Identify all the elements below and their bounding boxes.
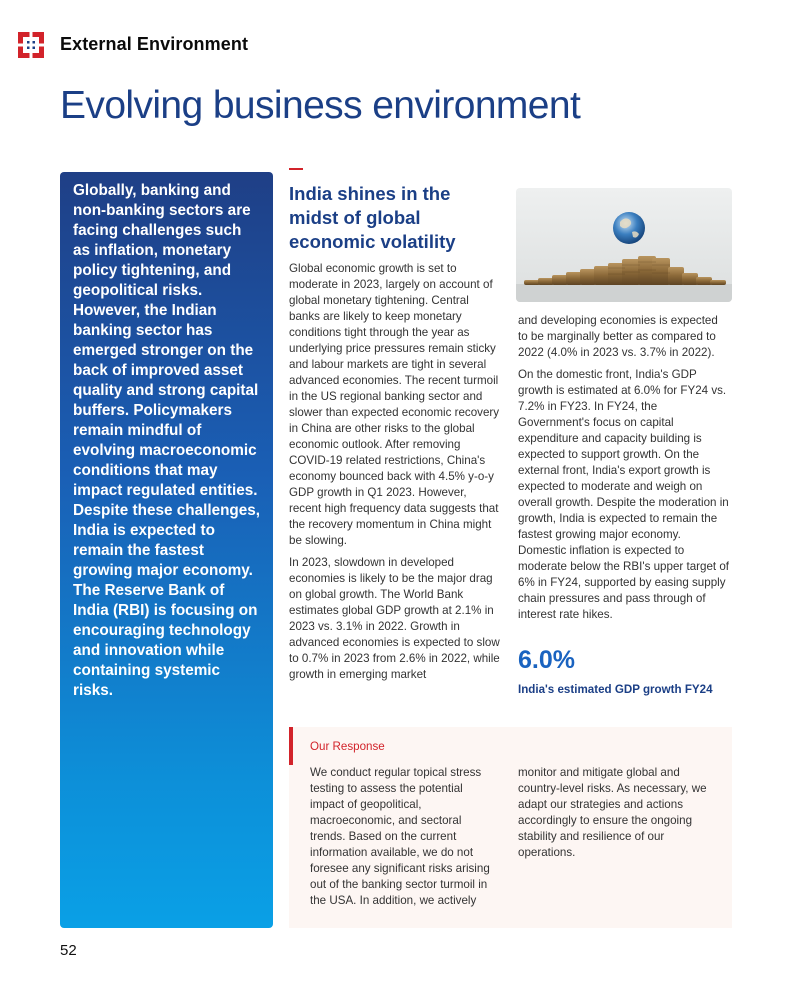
article-paragraph: In 2023, slowdown in developed economies is likely to be the major drag on global growth. The World Bank estimates global GDP growth at 2.1% in 2023 vs. 3.1% in 2022. Growth in advanced economies is expected to slow to 0.7% in 2023 from 2.6% in 2022, while growth in emerging market bbox=[289, 556, 500, 681]
page-number: 52 bbox=[60, 942, 77, 959]
gdp-stat-label: India's estimated GDP growth FY24 bbox=[518, 683, 713, 696]
gdp-stat-value: 6.0% bbox=[518, 646, 575, 674]
globe-on-coins-image bbox=[516, 188, 732, 302]
summary-panel bbox=[60, 172, 273, 928]
article-paragraph: Global economic growth is set to moderate in 2023, largely on account of global monetary tightening. Central banks are likely to keep monetary conditions tight through the year as underlying price pressures remain sticky and labour markets are tight in several advanced economies. The recent turmoil in the US regional banking sector and slower than expected economic recovery in China are other risks to the global economic outlook. After removing COVID-19 related restrictions, China's economy bounced back with 4.5% y-o-y GDP growth in Q1 2023. However, recent high frequency data suggests that the recovery momentum in China might be slowing. bbox=[289, 262, 500, 547]
response-accent-bar bbox=[289, 727, 293, 765]
bank-logo-icon bbox=[18, 32, 44, 58]
response-title: Our Response bbox=[310, 740, 385, 753]
article-column-1 bbox=[289, 261, 501, 689]
article-paragraph: On the domestic front, India's GDP growth is estimated at 6.0% for FY24 vs. 7.2% in FY23. In FY24, the Government's focus on capital expenditure and capacity building is expected to support growth. On the external front, India's export growth is expected to moderate and weigh on overall growth. Despite the moderation in growth, India is expected to remain the fastest growing major economy. Domestic inflation is expected to moderate below the RBI's upper target of 6% in FY24, supported by easing supply chain pressures and pass through of interest rate hikes. bbox=[518, 368, 730, 621]
response-column-1: We conduct regular topical stress testing to assess the potential impact of geopolitical, macroeconomic, and sectoral trends. Based on the current information available, we do not foresee any significant risks arising out of the banking sector turmoil in the USA. In addition, we actively bbox=[310, 766, 490, 907]
section-label: External Environment bbox=[60, 34, 249, 54]
our-response-box bbox=[289, 727, 732, 928]
article-column-2 bbox=[518, 313, 730, 629]
heading-accent-dash bbox=[289, 168, 303, 170]
globe-coins-illustration bbox=[516, 188, 732, 302]
summary-text: Globally, banking and non-banking sectors are facing challenges such as inflation, monetary policy tightening, and geopolitical risks. However, the Indian banking sector has emerged stronger on the back of improved asset quality and strong capital buffers. Policymakers remain mindful of evolving macroeconomic conditions that may impact regulated entities. Despite these challenges, India is expected to remain the fastest growing major economy. The Reserve Bank of India (RBI) is focusing on encouraging technology and innovation while containing systemic risks. bbox=[73, 182, 261, 699]
response-column-2: monitor and mitigate global and country-level risks. As necessary, we adapt our strategies and actions accordingly to ensure the ongoing stability and resilience of our operations. bbox=[518, 766, 707, 859]
page-title: Evolving business environment bbox=[60, 84, 581, 127]
article-heading: India shines in the midst of global economic volatility bbox=[289, 183, 456, 252]
article-paragraph: and developing economies is expected to be marginally better as compared to 2022 (4.0% in 2023 vs. 3.7% in 2022). bbox=[518, 314, 718, 359]
